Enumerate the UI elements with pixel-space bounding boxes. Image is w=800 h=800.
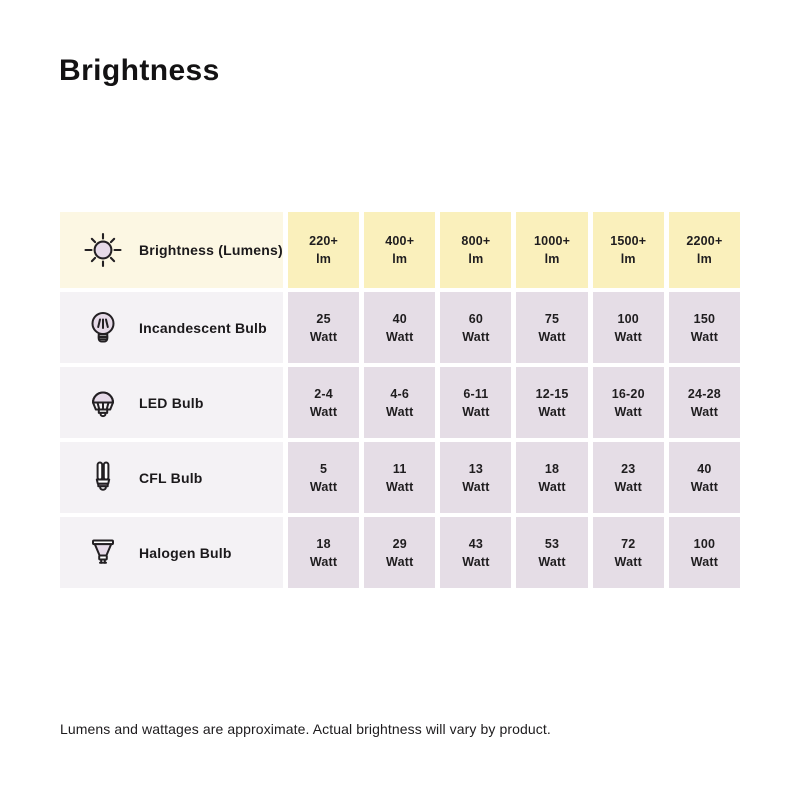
watt-value: 11: [392, 461, 407, 476]
watt-cell: [364, 292, 435, 363]
watt-cell: [593, 292, 664, 363]
watt-value: 2-4: [314, 386, 333, 401]
watt-unit: Watt: [614, 404, 642, 419]
watt-value: 40: [697, 461, 712, 476]
lumens-unit: lm: [468, 252, 484, 266]
watt-unit: Watt: [614, 554, 642, 569]
cfl-bulb-icon: [81, 458, 125, 498]
watt-cell: [516, 292, 587, 363]
watt-unit: Watt: [614, 329, 642, 344]
watt-cell: [593, 517, 664, 588]
lumens-unit: lm: [392, 252, 408, 266]
watt-cell: [669, 367, 740, 438]
watt-cell: [669, 517, 740, 588]
watt-value: 100: [617, 311, 639, 326]
watt-cell: [364, 367, 435, 438]
watt-value: 72: [621, 536, 636, 551]
lumens-header-cell: [288, 212, 359, 288]
lumens-header-cell: [364, 212, 435, 288]
lumens-unit: lm: [316, 252, 332, 266]
watt-value: 25: [316, 311, 331, 326]
row-label: Halogen Bulb: [139, 544, 232, 561]
row-label: CFL Bulb: [139, 469, 203, 486]
watt-unit: Watt: [386, 554, 414, 569]
watt-unit: Watt: [690, 479, 719, 494]
lumens-header-cell: [593, 212, 664, 288]
row-label-led: [60, 367, 283, 438]
incandescent-bulb-icon: [81, 308, 125, 348]
watt-unit: Watt: [462, 404, 490, 419]
watt-unit: Watt: [309, 329, 338, 344]
watt-unit: Watt: [386, 479, 414, 494]
watt-value: 29: [392, 536, 407, 551]
watt-cell: [288, 367, 359, 438]
watt-value: 150: [693, 311, 716, 326]
watt-cell: [288, 442, 359, 513]
watt-cell: [516, 517, 587, 588]
watt-cell: [593, 442, 664, 513]
halogen-bulb-icon: [81, 533, 125, 573]
watt-cell: [288, 292, 359, 363]
watt-unit: Watt: [538, 479, 566, 494]
lumens-header-cell: [516, 212, 587, 288]
watt-unit: Watt: [462, 479, 490, 494]
watt-cell: [440, 442, 511, 513]
watt-value: 6-11: [463, 386, 489, 401]
row-label: LED Bulb: [139, 394, 204, 411]
watt-unit: Watt: [690, 554, 719, 569]
watt-value: 16-20: [611, 386, 645, 401]
watt-cell: [440, 367, 511, 438]
watt-unit: Watt: [462, 554, 490, 569]
watt-value: 53: [544, 536, 560, 551]
watt-unit: Watt: [386, 329, 414, 344]
watt-cell: [516, 367, 587, 438]
lumens-value: 1500+: [610, 234, 647, 248]
watt-value: 4-6: [390, 386, 410, 401]
watt-value: 43: [468, 536, 484, 551]
watt-value: 18: [316, 536, 331, 551]
watt-unit: Watt: [386, 404, 414, 419]
watt-value: 12-15: [535, 386, 569, 401]
watt-value: 13: [468, 461, 484, 476]
watt-value: 100: [693, 536, 716, 551]
row-label-halogen: [60, 517, 283, 588]
lumens-unit: lm: [696, 252, 712, 266]
watt-unit: Watt: [538, 329, 566, 344]
lumens-header-cell: [440, 212, 511, 288]
watt-unit: Watt: [690, 329, 719, 344]
watt-cell: [669, 292, 740, 363]
lumens-unit: lm: [544, 252, 560, 266]
footnote: Lumens and wattages are approximate. Actual brightness will vary by product.: [60, 721, 551, 737]
watt-unit: Watt: [690, 404, 719, 419]
watt-cell: [364, 442, 435, 513]
lumens-value: 2200+: [686, 234, 723, 248]
watt-value: 40: [392, 311, 407, 326]
lumens-value: 400+: [385, 234, 415, 248]
watt-value: 60: [468, 311, 484, 326]
watt-unit: Watt: [309, 479, 338, 494]
watt-value: 18: [544, 461, 560, 476]
watt-cell: [593, 367, 664, 438]
watt-cell: [364, 517, 435, 588]
watt-unit: Watt: [538, 404, 566, 419]
lumens-header-cell: [669, 212, 740, 288]
watt-cell: [440, 517, 511, 588]
row-label-cfl: [60, 442, 283, 513]
lumens-value: 1000+: [534, 234, 571, 248]
watt-unit: Watt: [538, 554, 566, 569]
brightness-table: [60, 212, 740, 588]
header-label-cell: [60, 212, 283, 288]
watt-unit: Watt: [309, 554, 338, 569]
page-title: Brightness: [59, 54, 220, 87]
watt-value: 5: [320, 461, 328, 476]
watt-cell: [288, 517, 359, 588]
lumens-unit: lm: [620, 252, 636, 266]
sun-icon: [81, 229, 125, 271]
header-label: Brightness (Lumens): [139, 242, 283, 258]
row-label-incandescent: [60, 292, 283, 363]
lumens-value: 800+: [461, 234, 491, 248]
watt-cell: [516, 442, 587, 513]
led-bulb-icon: [81, 383, 125, 423]
watt-cell: [440, 292, 511, 363]
watt-value: 23: [621, 461, 636, 476]
watt-unit: Watt: [462, 329, 490, 344]
watt-value: 75: [544, 311, 560, 326]
watt-cell: [669, 442, 740, 513]
lumens-value: 220+: [309, 234, 339, 248]
row-label: Incandescent Bulb: [139, 319, 267, 336]
watt-unit: Watt: [614, 479, 642, 494]
watt-value: 24-28: [687, 386, 721, 401]
watt-unit: Watt: [309, 404, 338, 419]
